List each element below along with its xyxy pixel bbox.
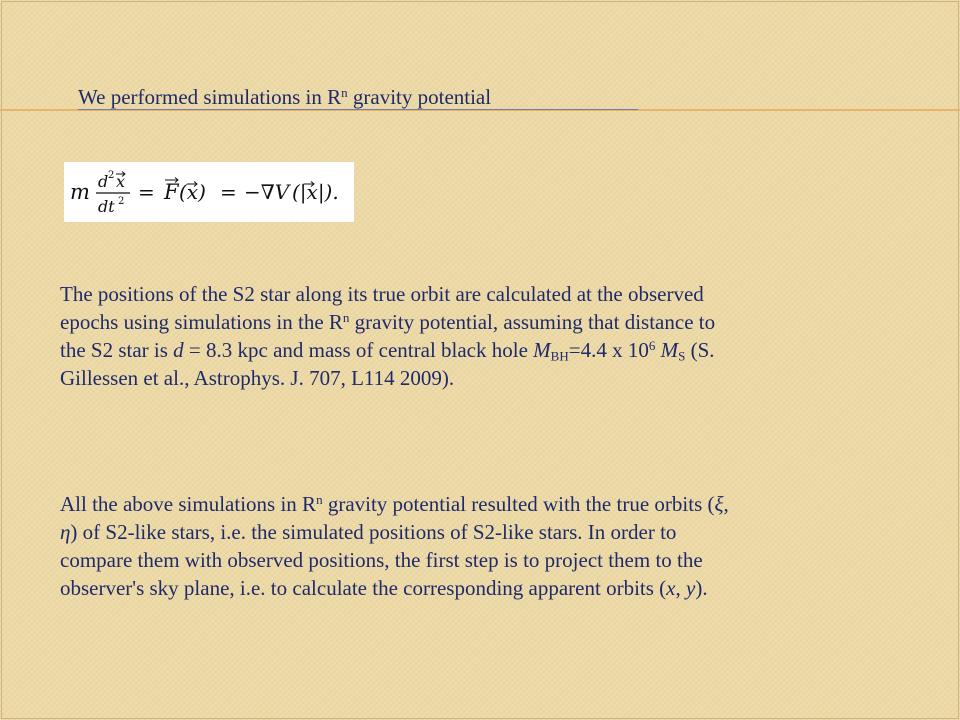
- heading-superscript: n: [341, 84, 348, 100]
- eq-equals-2: =: [220, 180, 237, 204]
- eq-d: d: [98, 172, 109, 191]
- paragraph2-line2: η) of S2-like stars, i.e. the simulated positions of S2-like stars. In order to: [60, 520, 677, 544]
- paragraph1-line3: the S2 star is d = 8.3 kpc and mass of central black hole $M_{BH}=4.4$ x $10^6$ $M_S$ (S.: [60, 337, 715, 364]
- paragraph1-line4: Gillessen et al., Astrophys. J. 707, L114 2009).: [60, 366, 455, 390]
- paragraph-s2-positions: [60, 280, 920, 392]
- eq-tail: (|x|).: [292, 180, 339, 204]
- paragraph2-line1: All the above simulations in $R^n$ gravity potential resulted with the true orbits (ξ,: [60, 491, 729, 516]
- heading-underline: [78, 109, 638, 110]
- heading-text-tail: gravity potential: [347, 85, 492, 109]
- paragraph-simulation-results: [60, 490, 920, 602]
- eq-vec-x: x: [116, 172, 126, 191]
- equation-svg: [64, 162, 354, 222]
- eq-grad-V: −∇V: [244, 180, 290, 204]
- eq-F: F: [164, 180, 179, 204]
- eq-two-a: 2: [108, 170, 115, 181]
- slide-heading: [78, 84, 960, 110]
- eq-m: m: [70, 180, 90, 204]
- paragraph1-line2: epochs using simulations in the $R^n$ gravity potential, assuming that distance to: [60, 309, 716, 334]
- eq-dt: dt: [98, 197, 115, 216]
- eq-equals-1: =: [138, 180, 155, 204]
- heading-text: We performed simulations in R: [78, 85, 342, 109]
- paragraph2-line3: compare them with observed positions, the first step is to project them to the: [60, 548, 703, 572]
- paragraph2-line4: observer's sky plane, i.e. to calculate the corresponding apparent orbits (x, y).: [60, 576, 708, 600]
- eq-arg: (x): [179, 180, 206, 204]
- paragraph1-line1: The positions of the S2 star along its true orbit are calculated at the observed: [60, 282, 704, 306]
- equation-of-motion-image: [64, 162, 354, 222]
- eq-two-b: 2: [118, 196, 125, 207]
